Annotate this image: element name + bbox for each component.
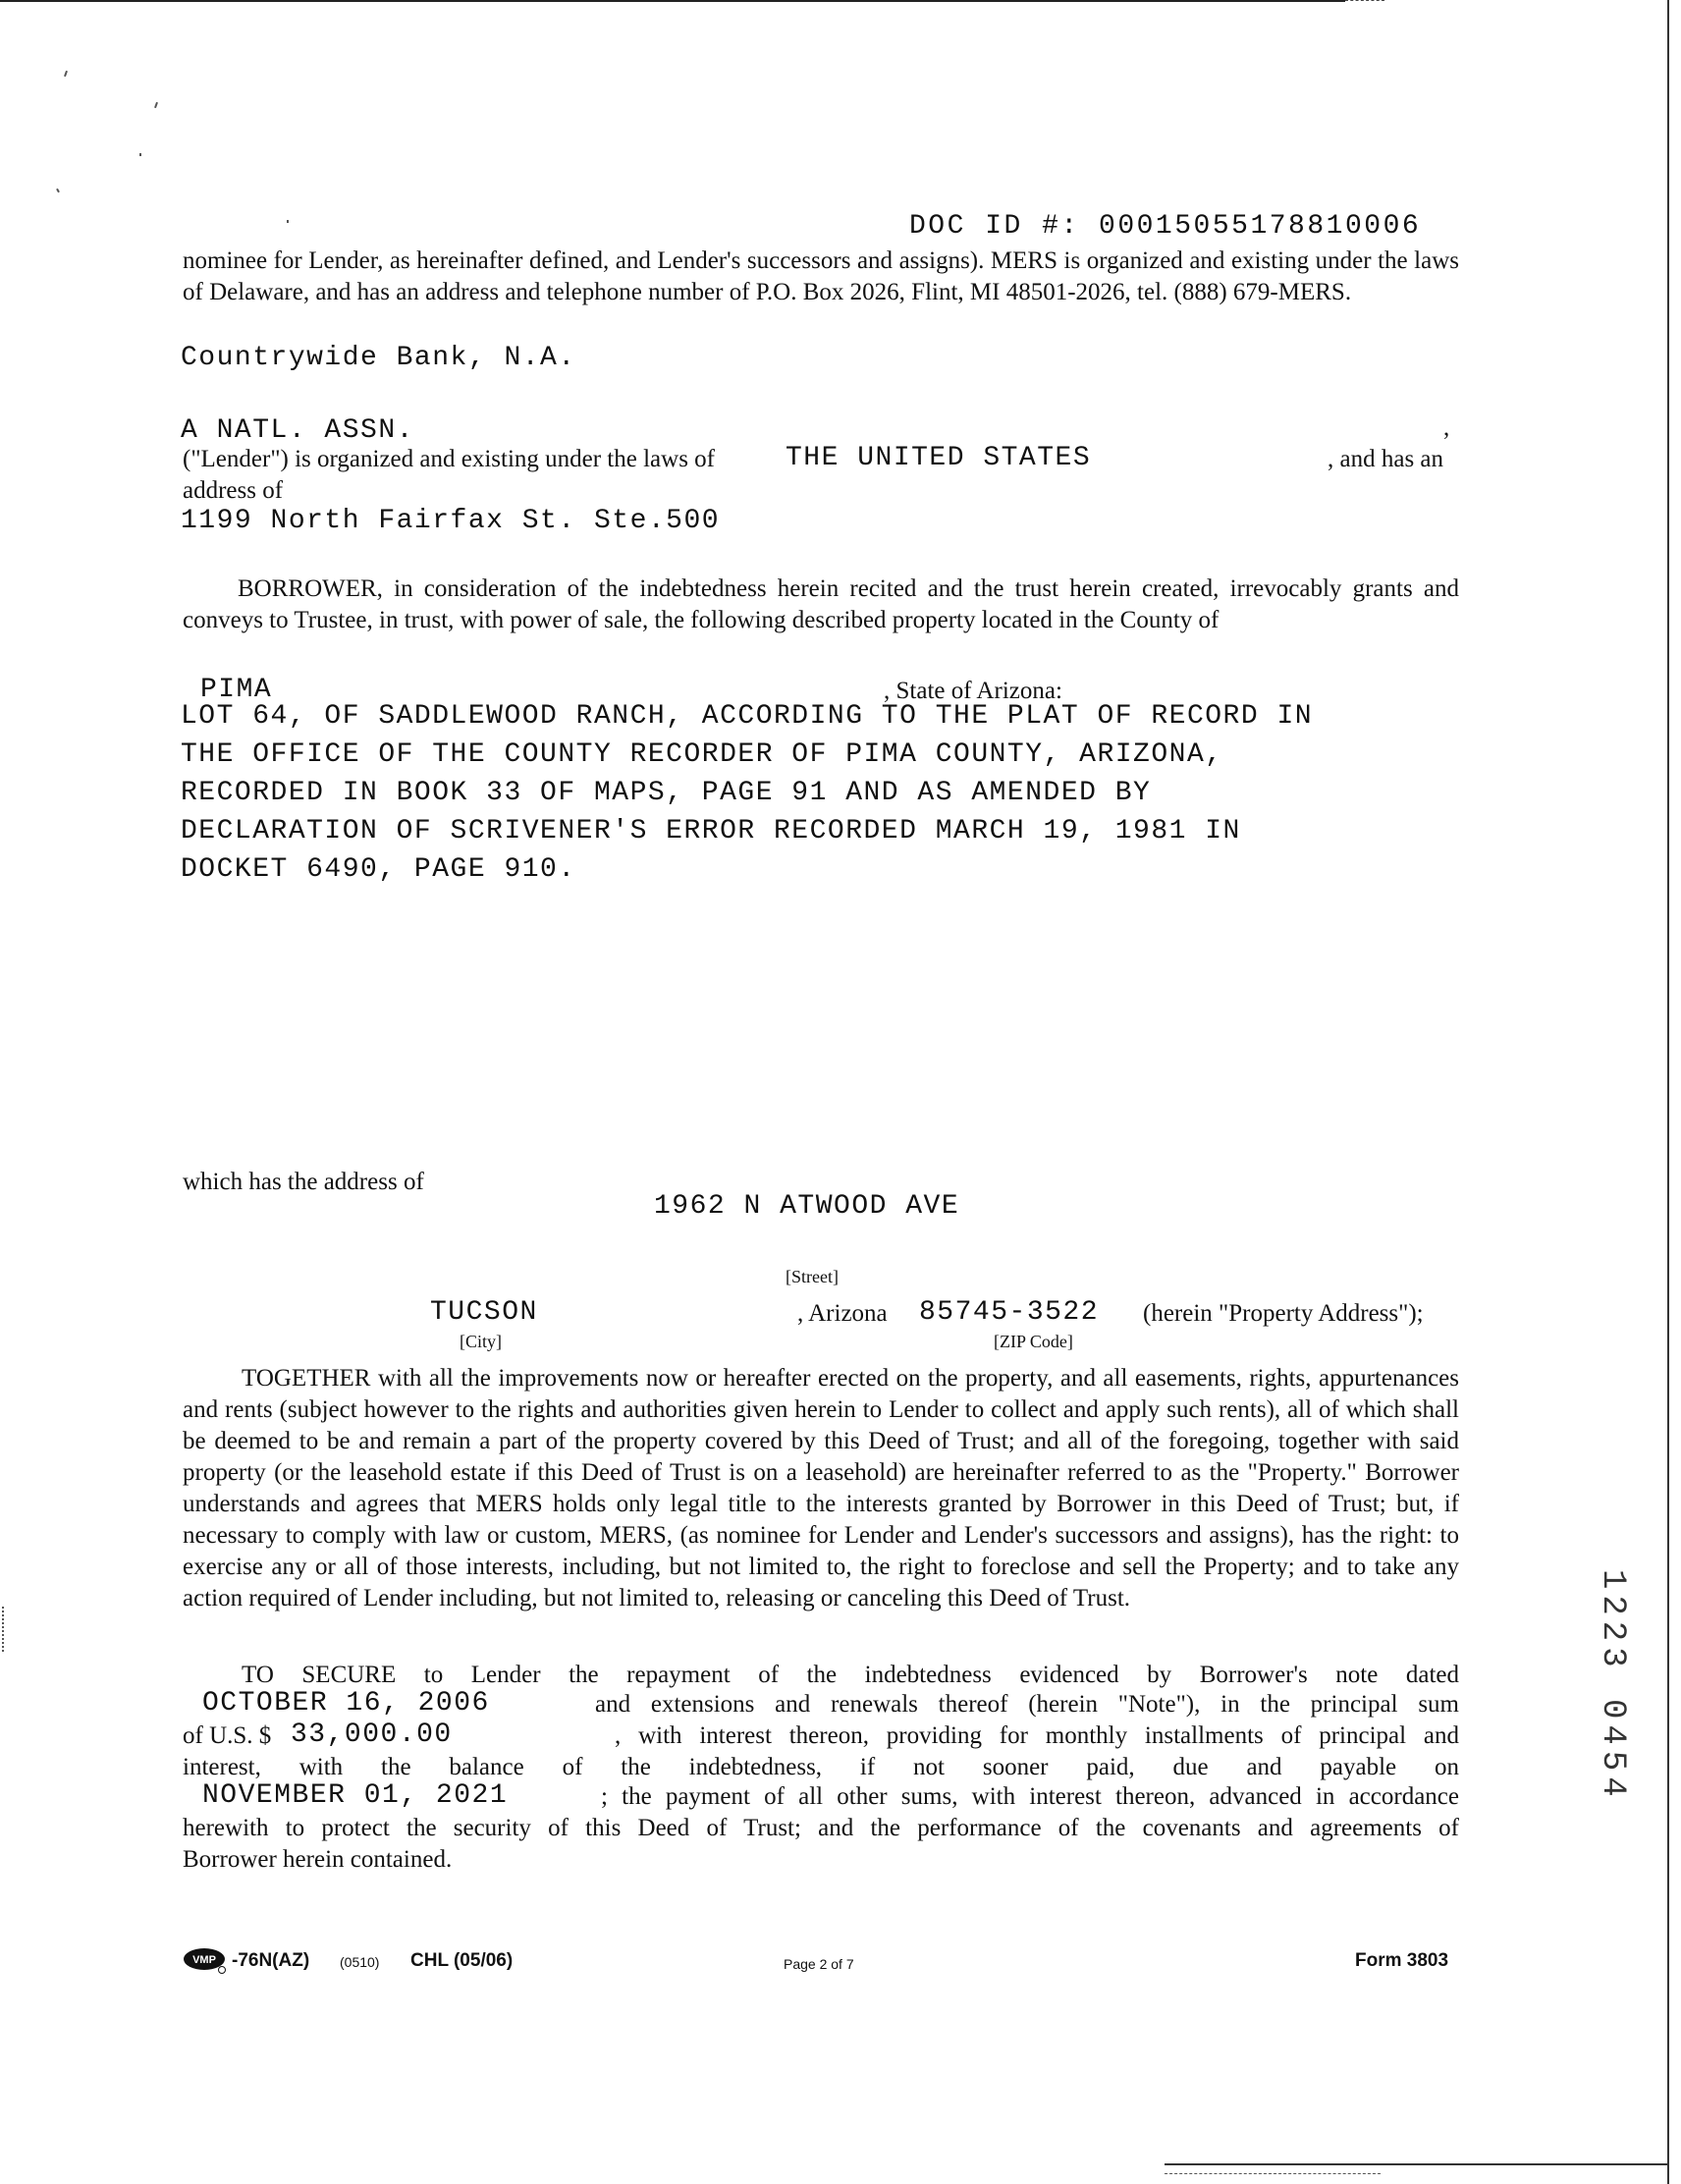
scan-speck [139, 153, 141, 156]
margin-stamp-area [1586, 1569, 1635, 1844]
lender-type: A NATL. ASSN. [181, 415, 414, 446]
footer-form-date: (0510) [340, 1954, 380, 1970]
secure-line-2: and extensions and renewals thereof (herein "Note"), in the principal sum [595, 1691, 1459, 1718]
secure-line-1: TO SECURE to Lender the repayment of the indebtedness evidenced by Borrower's note dated [242, 1662, 1459, 1688]
doc-id: DOC ID #: 00015055178810006 [909, 211, 1422, 242]
footer-form-code: -76N(AZ) [232, 1950, 310, 1971]
legal-description-line: DECLARATION OF SCRIVENER'S ERROR RECORDED MARCH 19, 1981 IN [181, 816, 1241, 846]
address-of-label: address of [183, 477, 284, 504]
secure-line-3: , with interest thereon, providing for monthly installments of principal and [615, 1722, 1459, 1749]
secure-line-5: ; the payment of all other sums, with interest thereon, advanced in accordance [601, 1783, 1459, 1810]
footer-chl: CHL (05/06) [410, 1950, 514, 1971]
top-border [0, 0, 1345, 2]
right-border [1667, 0, 1669, 2184]
mers-paragraph: nominee for Lender, as hereinafter defined, and Lender's successors and assigns). MERS is organized and existing under the laws of Delaware, and has an address and telephone number of P.O. Box 2026, Flint, MI 48501-2026, tel. (888) 679-MERS. [183, 247, 1459, 305]
principal-amount: 33,000.00 [291, 1720, 453, 1750]
zip: 85745-3522 [919, 1297, 1100, 1328]
legal-description-line: RECORDED IN BOOK 33 OF MAPS, PAGE 91 AND AS AMENDED BY [181, 778, 1152, 808]
footer-page-number: Page 2 of 7 [784, 1956, 854, 1972]
scan-speck [154, 102, 158, 108]
bottom-border-dash [1165, 2173, 1381, 2174]
state-label: , State of Arizona: [884, 678, 1062, 704]
scan-speck [56, 189, 60, 192]
arizona-label: , Arizona [797, 1300, 888, 1327]
vmp-logo-text: VMP [192, 1954, 216, 1966]
note-date: OCTOBER 16, 2006 [202, 1688, 490, 1719]
zip-caption: [ZIP Code] [994, 1332, 1073, 1351]
maturity-date: NOVEMBER 01, 2021 [202, 1780, 509, 1811]
secure-line-4: interest, with the balance of the indebtedness, if not sooner paid, due and payable on [183, 1754, 1459, 1780]
vmp-logo [183, 1946, 228, 1974]
legal-description-line: LOT 64, OF SADDLEWOOD RANCH, ACCORDING TO THE PLAT OF RECORD IN [181, 701, 1314, 732]
address-label: which has the address of [183, 1169, 424, 1195]
borrower-paragraph: BORROWER, in consideration of the indebtedness herein recited and the trust herein created, irrevocably grants and conveys to Trustee, in trust, with power of sale, the following described property located in the County of [183, 575, 1459, 633]
lender-address: 1199 North Fairfax St. Ste.500 [181, 506, 721, 536]
of-us-label: of U.S. $ [183, 1722, 272, 1749]
city: TUCSON [430, 1297, 538, 1328]
county: PIMA [200, 675, 273, 705]
street-caption: [Street] [786, 1267, 839, 1286]
footer-form-number: Form 3803 [1355, 1950, 1449, 1971]
legal-description-line: DOCKET 6490, PAGE 910. [181, 854, 576, 885]
lender-jurisdiction: THE UNITED STATES [786, 443, 1092, 473]
top-border-dash [1345, 0, 1384, 2]
property-address-label: (herein "Property Address"); [1143, 1300, 1424, 1327]
lender-org-prefix: ("Lender") is organized and existing under the laws of [183, 446, 716, 472]
bottom-border [1165, 2163, 1669, 2165]
legal-description [181, 697, 1313, 889]
scan-speck [64, 71, 68, 77]
legal-description-line: THE OFFICE OF THE COUNTY RECORDER OF PIMA COUNTY, ARIZONA, [181, 739, 1223, 770]
secure-line-7: Borrower herein contained. [183, 1846, 453, 1873]
city-caption: [City] [460, 1332, 502, 1351]
lender-org-suffix: , and has an [1328, 446, 1444, 472]
margin-stamp: 1223 0454 [1594, 1569, 1631, 1803]
lender-name: Countrywide Bank, N.A. [181, 343, 576, 373]
together-paragraph: TOGETHER with all the improvements now or hereafter erected on the property, and all easements, rights, appurtenances and rents (subject however to the rights and authorities given herein to Lender to collect and apply such rents), all of which shall be deemed to be and remain a part of the property covered by this Deed of Trust; and all of the foregoing, together with said property (or the leasehold estate if this Deed of Trust is on a leasehold) are hereinafter referred to as the "Property." Borrower understands and agrees that MERS holds only legal title to the interests granted by Borrower in this Deed of Trust; but, if necessary to comply with law or custom, MERS, (as nominee for Lender and Lender's successors and assigns), has the right: to exercise any or all of those interests, including, but not limited to, the right to foreclose and sell the Property; and to take any action required of Lender including, but not limited to, releasing or canceling this Deed of Trust. [183, 1365, 1459, 1611]
street: 1962 N ATWOOD AVE [654, 1191, 960, 1222]
scan-edge-mark [2, 1607, 6, 1652]
scan-speck [287, 220, 289, 223]
secure-line-6: herewith to protect the security of this Deed of Trust; and the performance of the covenants and agreements of [183, 1815, 1459, 1841]
lender-type-comma: , [1443, 414, 1450, 441]
